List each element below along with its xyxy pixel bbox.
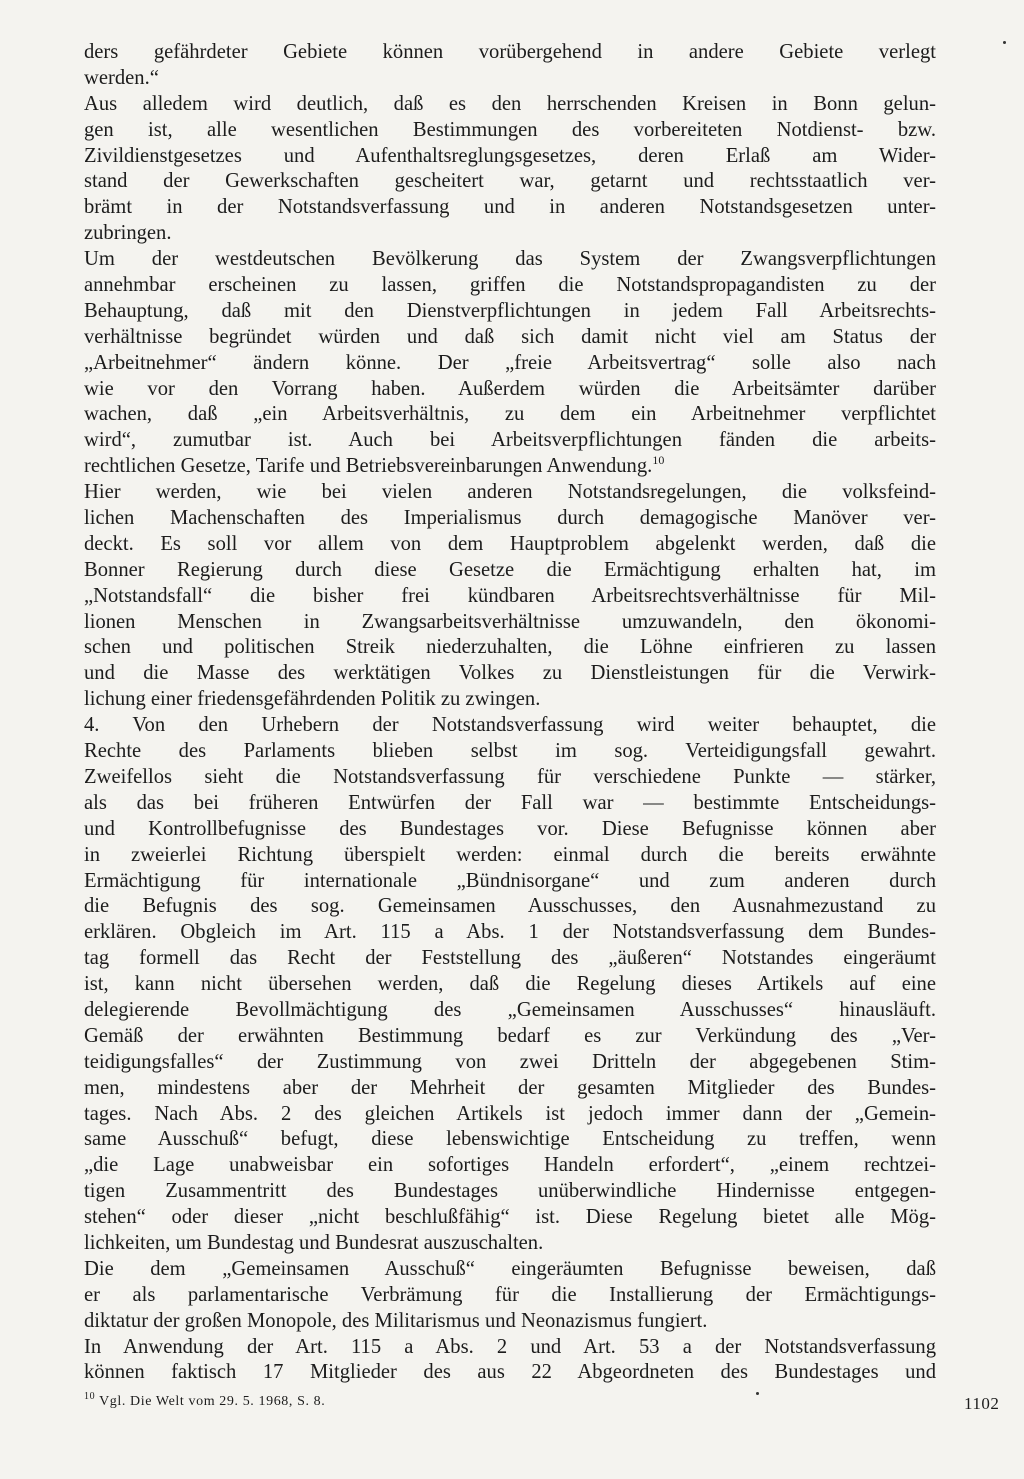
text-line: erklären. Obgleich im Art. 115 a Abs. 1 der Notstandsverfassung dem Bundes- bbox=[84, 921, 936, 944]
text-line: tages. Nach Abs. 2 des gleichen Artikels ist jedoch immer dann der „Gemein- bbox=[84, 1102, 936, 1125]
text-line: zubringen. bbox=[84, 222, 172, 245]
text-line: schen und politischen Streik niederzuhalten, die Löhne einfrieren zu lassen bbox=[84, 636, 936, 659]
text-line: er als parlamentarische Verbrämung für die Installierung der Ermächtigungs- bbox=[84, 1283, 936, 1306]
text-line: stehen“ oder dieser „nicht beschlußfähig“ ist. Diese Regelung bietet alle Mög- bbox=[84, 1206, 936, 1229]
text-line: Gemäß der erwähnten Bestimmung bedarf es zur Verkündung des „Ver- bbox=[84, 1024, 936, 1047]
text-line: deckt. Es soll vor allem von dem Hauptproblem abgelenkt werden, daß die bbox=[84, 532, 936, 555]
text-line: same Ausschuß“ befugt, diese lebenswichtige Entscheidung zu treffen, wenn bbox=[84, 1128, 936, 1151]
body-text bbox=[84, 40, 936, 1386]
text-line: gen ist, alle wesentlichen Bestimmungen des vorbereiteten Notdienst- bzw. bbox=[84, 118, 936, 141]
text-line: ist, kann nicht übersehen werden, daß die Regelung dieses Artikels auf eine bbox=[84, 973, 936, 996]
text-line: „die Lage unabweisbar ein sofortiges Handeln erfordert“, „einem rechtzei- bbox=[84, 1154, 936, 1177]
text-line: teidigungsfalles“ der Zustimmung von zwei Dritteln der abgegebenen Stim- bbox=[84, 1050, 936, 1073]
text-line: delegierende Bevollmächtigung des „Gemeinsamen Ausschusses“ hinausläuft. bbox=[84, 998, 936, 1021]
text-line: lionen Menschen in Zwangsarbeitsverhältnisse umzuwandeln, den ökonomi- bbox=[84, 610, 936, 633]
text-line: werden.“ bbox=[84, 66, 159, 89]
text-line: In Anwendung der Art. 115 a Abs. 2 und Art. 53 a der Notstandsverfassung bbox=[84, 1335, 936, 1358]
footnote-reference: 10 bbox=[652, 453, 665, 468]
text-line: diktatur der großen Monopole, des Militarismus und Neonazismus fungiert. bbox=[84, 1309, 708, 1332]
text-line: können faktisch 17 Mitglieder des aus 22 Abgeordneten des Bundestages und bbox=[84, 1361, 936, 1384]
text-line: „Notstandsfall“ die bisher frei kündbaren Arbeitsrechtsverhältnisse für Mil- bbox=[84, 584, 936, 607]
text-line: „Arbeitnehmer“ ändern könne. Der „freie Arbeitsvertrag“ solle also nach bbox=[84, 351, 936, 374]
text-line: brämt in der Notstandsverfassung und in anderen Notstandsgesetzen unter- bbox=[84, 196, 936, 219]
text-line: Rechte des Parlaments blieben selbst im sog. Verteidigungsfall gewahrt. bbox=[84, 740, 936, 763]
text-line: lichkeiten, um Bundestag und Bundesrat auszuschalten. bbox=[84, 1231, 544, 1254]
text-line: Behauptung, daß mit den Dienstverpflichtungen in jedem Fall Arbeitsrechts- bbox=[84, 299, 936, 322]
text-line: die Befugnis des sog. Gemeinsamen Ausschusses, den Ausnahmezustand zu bbox=[84, 895, 936, 918]
text-line: lichen Machenschaften des Imperialismus durch demagogische Manöver ver- bbox=[84, 507, 936, 530]
text-line: stand der Gewerkschaften gescheitert war, getarnt und rechtsstaatlich ver- bbox=[84, 170, 936, 193]
text-line: Zivildienstgesetzes und Aufenthaltsreglungsgesetzes, deren Erlaß am Wider- bbox=[84, 144, 936, 167]
text-line: Die dem „Gemeinsamen Ausschuß“ eingeräumten Befugnisse beweisen, daß bbox=[84, 1257, 936, 1280]
text-line: tag formell das Recht der Feststellung des „äußeren“ Notstandes eingeräumt bbox=[84, 947, 936, 970]
text-line: Hier werden, wie bei vielen anderen Notstandsregelungen, die volksfeind- bbox=[84, 481, 936, 504]
text-line: als das bei früheren Entwürfen der Fall war — bestimmte Entscheidungs- bbox=[84, 791, 936, 814]
text-line: tigen Zusammentritt des Bundestages unüberwindliche Hindernisse entgegen- bbox=[84, 1180, 936, 1203]
text-line: wird“, zumutbar ist. Auch bei Arbeitsverpflichtungen fänden die arbeits- bbox=[84, 429, 936, 452]
text-line: in zweierlei Richtung überspielt werden: einmal durch die bereits erwähnte bbox=[84, 843, 936, 866]
page-number: 1102 bbox=[964, 1394, 1000, 1413]
text-line: Aus alledem wird deutlich, daß es den herrschenden Kreisen in Bonn gelun- bbox=[84, 92, 936, 115]
text-line: und Kontrollbefugnisse des Bundestages vor. Diese Befugnisse können aber bbox=[84, 817, 936, 840]
text-line: rechtlichen Gesetze, Tarife und Betriebsvereinbarungen Anwendung. bbox=[84, 455, 653, 478]
text-line: ders gefährdeter Gebiete können vorübergehend in andere Gebiete verlegt bbox=[84, 41, 936, 63]
text-line: wachen, daß „ein Arbeitsverhältnis, zu dem ein Arbeitnehmer verpflichtet bbox=[84, 403, 936, 426]
text-line: annehmbar erscheinen zu lassen, griffen die Notstandspropagandisten zu der bbox=[84, 274, 936, 297]
text-line: wie vor den Vorrang haben. Außerdem würden die Arbeitsämter darüber bbox=[84, 377, 936, 400]
text-line: Bonner Regierung durch diese Gesetze die Ermächtigung erhalten hat, im bbox=[84, 558, 936, 581]
scan-speck bbox=[756, 1392, 759, 1395]
text-line: und die Masse des werktätigen Volkes zu Dienstleistungen für die Verwirk- bbox=[84, 662, 936, 685]
footnote bbox=[84, 1391, 326, 1410]
text-line: 4. Von den Urhebern der Notstandsverfassung wird weiter behauptet, die bbox=[84, 714, 936, 737]
footnote-text: Vgl. Die Welt vom 29. 5. 1968, S. 8. bbox=[99, 1394, 326, 1409]
footnote-marker: 10 bbox=[84, 1391, 96, 1402]
text-line: verhältnisse begründet würden und daß sich damit nicht viel am Status der bbox=[84, 325, 936, 348]
text-line: Um der westdeutschen Bevölkerung das System der Zwangsverpflichtungen bbox=[84, 248, 936, 271]
text-line: men, mindestens aber der Mehrheit der gesamten Mitglieder des Bundes- bbox=[84, 1076, 936, 1099]
text-line: lichung einer friedensgefährdenden Politik zu zwingen. bbox=[84, 688, 541, 711]
text-line: Zweifellos sieht die Notstandsverfassung für verschiedene Punkte — stärker, bbox=[84, 765, 936, 788]
text-line: Ermächtigung für internationale „Bündnisorgane“ und zum anderen durch bbox=[84, 869, 936, 892]
scan-speck bbox=[1003, 41, 1006, 44]
text-line-with-footnote-ref bbox=[84, 454, 936, 480]
